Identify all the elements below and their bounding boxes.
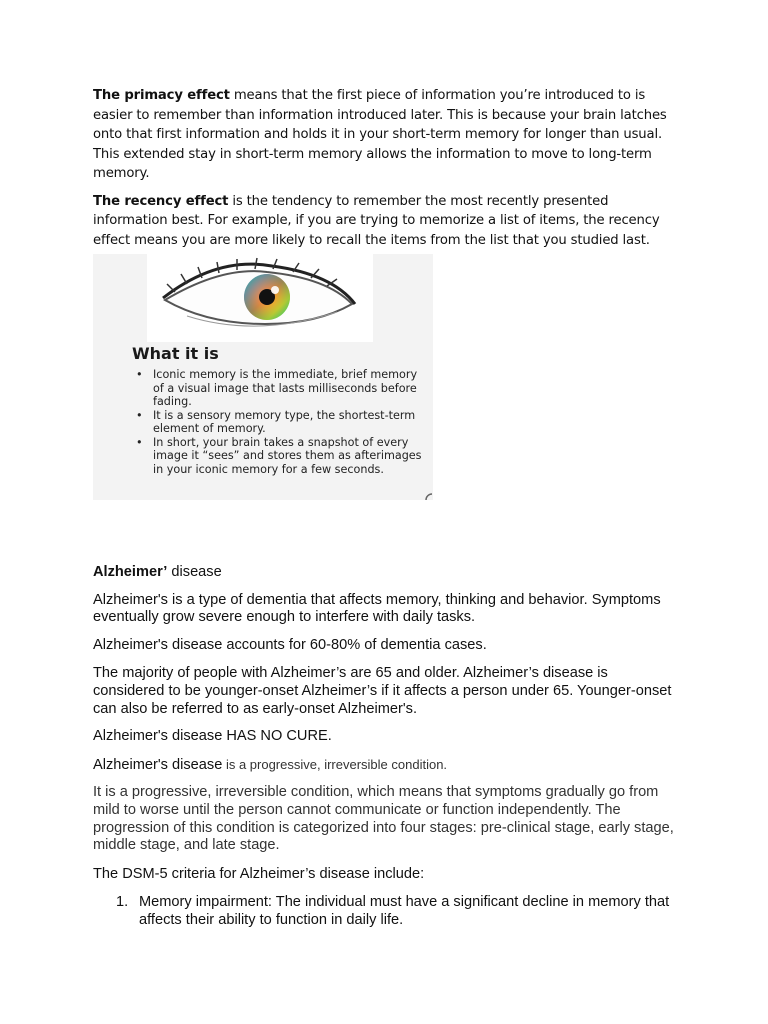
bullet-dot-icon: • xyxy=(136,368,143,381)
alz-paragraph-4: Alzheimer's disease HAS NO CURE. xyxy=(93,728,332,745)
primacy-paragraph xyxy=(93,86,678,184)
figure-bullet-list xyxy=(131,368,431,476)
alz-paragraph-2: Alzheimer's disease accounts for 60-80% of dementia cases. xyxy=(93,636,487,653)
bullet-dot-icon: • xyxy=(136,435,143,449)
bullet-dot-icon: • xyxy=(136,408,143,422)
dsm5-criteria-list xyxy=(93,894,683,929)
recency-term: The recency effect xyxy=(93,193,229,209)
recency-text: is the tendency to remember the most recently presented information best. For example, if you are trying to memorize a list of items, the recency effect means you are more likely to recall the items from the list that you studied last. xyxy=(93,193,660,248)
alz-paragraph-3: The majority of people with Alzheimer’s are 65 and older. Alzheimer’s disease is considered to be younger-onset Alzheimer’s if it affects a person under 65. Younger-onset can also be referred to as early-onset Alzheimer's. xyxy=(93,665,672,717)
alz-paragraph-1: Alzheimer's is a type of dementia that affects memory, thinking and behavior. Symptoms eventually grow severe enough to interfere with daily tasks. xyxy=(93,591,661,626)
alz-paragraph-5: Alzheimer's disease is a progressive, irreversible condition. xyxy=(93,756,448,773)
recency-paragraph xyxy=(93,192,678,251)
alz-paragraph-6: It is a progressive, irreversible condition, which means that symptoms gradually go from mild to worse until the person cannot communicate or function independently. The progression of this condition is categorized into four stages: pre-clinical stage, early stage, middle stage, and late stage. xyxy=(93,784,674,854)
alz-paragraph-7: The DSM-5 criteria for Alzheimer’s disease include: xyxy=(93,865,425,882)
figure-bullet: • It is a sensory memory type, the shortest-term element of memory. xyxy=(136,408,416,435)
list-item: 1. Memory impairment: The individual must have a significant decline in memory that affects their ability to function in daily life. xyxy=(116,894,670,928)
eye-icon xyxy=(147,254,373,342)
figure-bullet: • In short, your brain takes a snapshot of every image it “sees” and stores them as afterimages in your iconic memory for a few seconds. xyxy=(136,435,422,476)
figure-bullet: • Iconic memory is the immediate, brief memory of a visual image that lasts milliseconds before fading. xyxy=(136,368,418,408)
alzheimers-section xyxy=(93,564,683,930)
figure-title: What it is xyxy=(132,344,219,363)
primacy-term: The primacy effect xyxy=(93,88,230,103)
iconic-memory-image xyxy=(93,254,433,500)
eye-illustration xyxy=(147,254,373,342)
intro-section xyxy=(93,86,678,250)
alzheimers-heading: Alzheimer’ disease xyxy=(93,564,222,580)
corner-arc-icon xyxy=(423,492,433,500)
primacy-text: means that the first piece of information you’re introduced to is easier to remember than information introduced later. This is because your brain latches onto that first information and holds it in your short-term memory for longer than usual. This extended stay in short-term memory allows the information to move to long-term memory. xyxy=(93,88,667,181)
